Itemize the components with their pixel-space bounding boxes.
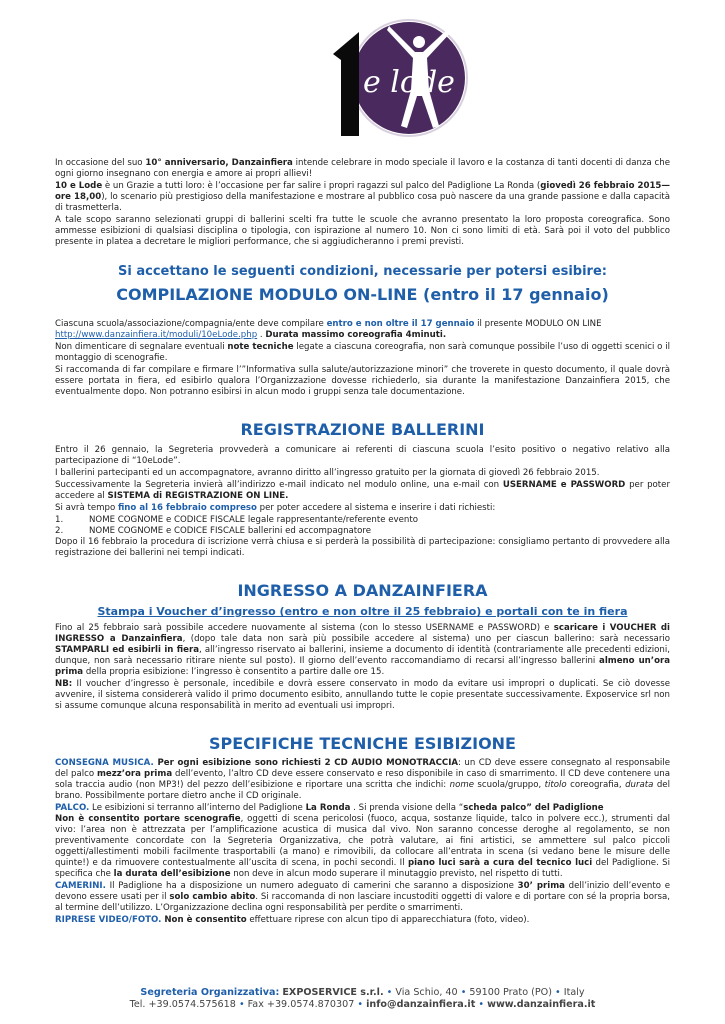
entrance-nb-paragraph: NB: Il voucher d’ingresso è personale, incedibile e dovrà essere conservato in modo da evitare usi impropri o duplicati. Se ciò dovesse avvenire, il sistema considererà valido il primo documento esibito, annullando tutte le copie presentate successivamente. Exposervice srl non si assume comunque alcuna responsabilità in merito ad eventuali usi impropri. xyxy=(55,679,670,712)
conditions-paragraph-2: Non dimenticare di segnalare eventuali note tecniche legate a ciascuna coreografia, non sarà comunque possibile l’uso di oggetti scenici o il montaggio di scenografie. xyxy=(55,342,670,364)
footer-line-1: Segreteria Organizzativa: EXPOSERVICE s.r.l. • Via Schio, 40 • 59100 Prato (PO) • Italy xyxy=(140,987,585,998)
entrance-subtitle: Stampa i Voucher d’ingresso (entro e non oltre il 25 febbraio) e portali con te in fiera xyxy=(97,605,628,619)
number-one-shape xyxy=(333,32,359,136)
entrance-title: INGRESSO A DANZAINFIERA xyxy=(237,580,488,600)
registration-paragraph-3: Successivamente la Segreteria invierà all’indirizzo e-mail indicato nel modulo online, una e-mail con USERNAME e PASSWORD per poter accedere al SISTEMA di REGISTRAZIONE ON LINE. xyxy=(55,479,670,501)
list-item: 1. NOME COGNOME e CODICE FISCALE legale rappresentante/referente evento xyxy=(55,514,418,525)
registration-title: REGISTRAZIONE BALLERINI xyxy=(240,420,485,440)
tech-rooms-paragraph: CAMERINI. Il Padiglione ha a disposizione un numero adeguato di camerini che saranno a disposizione 30’ prima dell’inizio dell’evento e devono essere usati per il solo cambio abito. Si raccomanda di non lasciare incustoditi oggetti di valore e di portare con sé la propria borsa, al termine dell’utilizzo. L’Organizzazione declina ogni responsabilità per perdite o smarrimenti. xyxy=(55,880,671,913)
footer xyxy=(55,987,670,1012)
logo-text: e lode xyxy=(363,65,455,100)
footer-web-link[interactable]: www.danzainfiera.it xyxy=(487,999,596,1011)
conditions-paragraph-3: Si raccomanda di far compilare e firmare l’”Informativa sulla salute/autorizzazione minori” che troverete in questo documento, il quale dovrà essere portata in fiera, ed esibirlo qualora l’Organizzazione dovesse richiederlo, sia durante la manifestazione Danzainfiera 2015, che eventualmente dopo. Non potranno esibirsi in alcun modo i gruppi senza tale documentazione. xyxy=(55,365,670,398)
entrance-paragraph-1: Fino al 25 febbraio sarà possibile accedere nuovamente al sistema (con lo stesso USERNAME e PASSWORD) e scaricare i VOUCHER di INGRESSO a Danzainfiera, (dopo tale data non sarà più possibile accedere al sistema) uno per ciascun ballerino: sarà necessario STAMPARLI ed esibirli in fiera, all’ingresso riservato ai ballerini, insieme a documento di identità (contrariamente alle precedenti edizioni, dunque, non sarà necessario ritirare niente sul posto). Il giorno dell’evento raccomandiamo di recarsi all’ingresso ballerini almeno un’ora prima della propria esibizione: l’ingresso è consentito a partire dalle ore 15. xyxy=(55,623,671,678)
registration-paragraph-2: I ballerini partecipanti ed un accompagnatore, avranno diritto all’ingresso gratuito per la giornata di giovedì 26 febbraio 2015. xyxy=(55,467,600,478)
intro-paragraph-2: 10 e Lode è un Grazie a tutti loro: è l’occasione per far salire i propri ragazzi sul palco del Padiglione La Ronda (giovedì 26 febbraio 2015—ore 18,00), lo scenario più prestigioso della manifestazione e mostrare al pubblico cosa può nascere da una grande passione e dalla capacità di trasmetterla. xyxy=(55,181,670,213)
conditions-paragraph-1: Ciascuna scuola/associazione/compagnia/ente deve compilare entro e non oltre il 17 gennaio il presente MODULO ON LINE http://www.danzainfiera.it/moduli/10eLode.php . Durata massimo coreografia 4minuti. xyxy=(55,319,602,341)
conditions-subtitle: Si accettano le seguenti condizioni, necessarie per potersi esibire: xyxy=(118,264,607,279)
registration-paragraph-5: Dopo il 16 febbraio la procedura di iscrizione verrà chiusa e si perderà la possibilità di partecipazione: consigliamo pertanto di provvedere alla registrazione dei ballerini nei tempi indicati. xyxy=(55,536,670,558)
intro-paragraph-1: In occasione del suo 10° anniversario, Danzainfiera intende celebrare in modo speciale il lavoro e la costanza di tanti docenti di danza che ogni giorno insegnano con energia e amore ai propri allievi! xyxy=(55,158,670,179)
tech-video-paragraph: RIPRESE VIDEO/FOTO. Non è consentito effettuare riprese con alcun tipo di apparecchiatura (foto, video). xyxy=(55,914,530,925)
tech-stage-paragraph: PALCO. Le esibizioni si terranno all’interno del Padiglione La Ronda . Si prenda visione della “scheda palco” del Padiglione Non è consentito portare scenografie, oggetti di scena pericolosi (fuoco, acqua, sostanze liquide, talco in polvere ecc.), strumenti dal vivo: l’area non è attrezzata per l’amplificazione acustica di musica dal vivo. Non saranno concesse deroghe al regolamento, se non preventivamente concordate con la Segreteria Organizzativa, che potrà valutare, ai fini artistici, se ammettere sul palco piccoli oggetti/allestimenti mobili facilmente trasportabili (a mano) e rimovibili, da collocare all’entrata in scena (si vedano bene le misure delle quinte!) e da rimuovere contestualmente all’uscita di scena, in pochi secondi. Il piano luci sarà a cura del tecnico luci del Padiglione. Si specifica che la durata dell’esibizione non deve in alcun modo superare il minutaggio previsto, nel rispetto di tutti. xyxy=(55,802,671,879)
conditions-title: COMPILAZIONE MODULO ON-LINE (entro il 17 gennaio) xyxy=(116,284,609,304)
footer-email-link[interactable]: info@danzainfiera.it xyxy=(366,999,476,1011)
tech-music-paragraph: CONSEGNA MUSICA. Per ogni esibizione sono richiesti 2 CD AUDIO MONOTRACCIA: un CD deve essere consegnato al responsabile del palco mezz’ora prima dell’evento, l’altro CD deve essere conservato e reso disponibile in caso di smarrimento. Il CD deve contenere una sola traccia audio (non MP3!) del pezzo dell’esibizione e riportare una scritta che indichi: nome scuola/gruppo, titolo coreografia, durata del brano. Possibilmente portare dietro anche il CD originale. xyxy=(55,757,671,801)
main-content xyxy=(55,158,670,927)
footer-line-2: Tel. +39.0574.575618 • Fax +39.0574.870307 • info@danzainfiera.it • www.danzainfiera.it xyxy=(129,999,596,1011)
10-e-lode-logo xyxy=(327,8,477,150)
list-item: 2. NOME COGNOME e CODICE FISCALE ballerini ed accompagnatore xyxy=(55,525,372,536)
intro-paragraph-3: A tale scopo saranno selezionati gruppi di ballerini scelti fra tutte le scuole che avranno presentato la loro proposta coreografica. Sono ammesse esibizioni di qualsiasi disciplina o tipologia, con ispirazione al numero 10. Non ci sono limiti di età. Sarà poi il voto del pubblico presente in platea a decretare le migliori performance, che si aggiudicheranno i premi previsti. xyxy=(55,215,670,247)
registration-paragraph-4: Si avrà tempo fino al 16 febbraio compreso per poter accedere al sistema e inserire i dati richiesti: xyxy=(55,502,496,513)
tech-title: SPECIFICHE TECNICHE ESIBIZIONE xyxy=(209,734,516,754)
module-link[interactable]: http://www.danzainfiera.it/moduli/10eLode.php xyxy=(55,330,258,341)
registration-paragraph-1: Entro il 26 gennaio, la Segreteria provvederà a comunicare ai referenti di ciascuna scuola l’esito positivo o negativo relativo alla partecipazione di “10eLode”. xyxy=(55,444,670,466)
